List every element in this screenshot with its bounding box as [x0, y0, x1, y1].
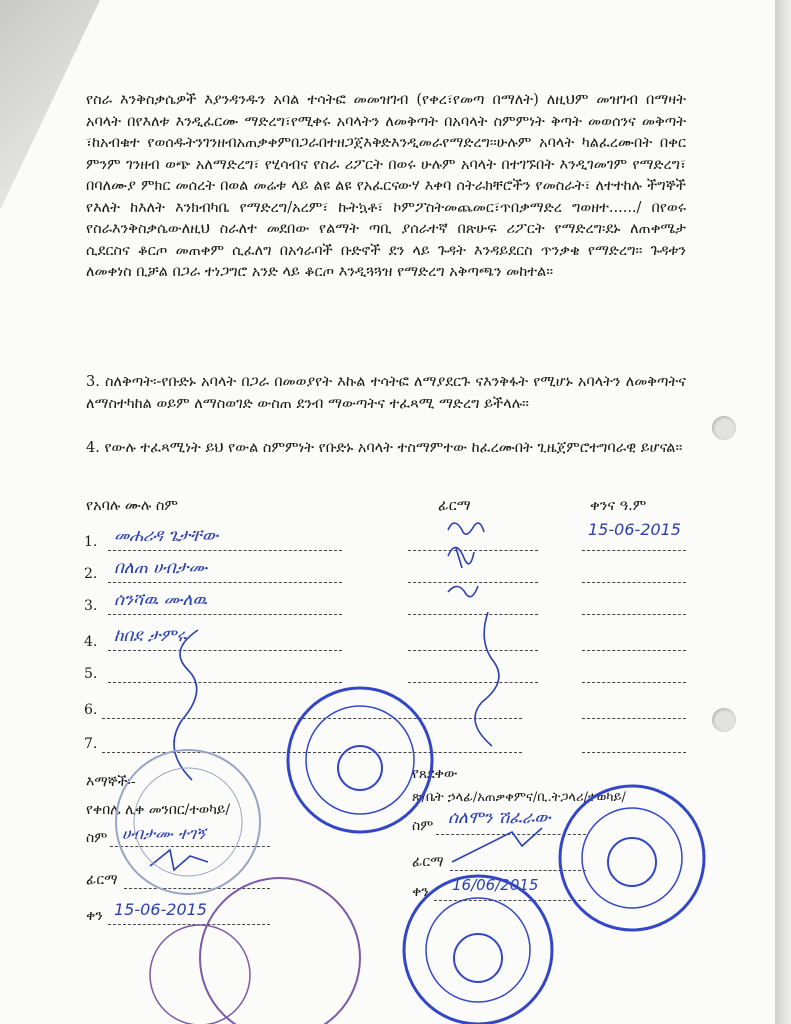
member-name-handwritten: ከበደ ታምሩ [114, 626, 187, 646]
signature-row3 [448, 586, 478, 597]
member-name-handwritten: በለጠ ሀብታሙ [114, 558, 208, 578]
member-name-handwritten: መሐሪዳ ጌታቸው [114, 526, 219, 546]
witness-date-label: ቀን [86, 908, 103, 924]
approver-sign-label: ፊርማ [412, 854, 444, 870]
row-number: 7. [84, 736, 98, 752]
member-name-handwritten: ሰንሻዉ ሙለዉ [114, 590, 208, 610]
witness-name-label: ስም [86, 830, 108, 846]
signature-tail-left [174, 630, 198, 780]
stamp-right [560, 786, 704, 930]
row-number: 6. [84, 702, 98, 718]
witness-sign-label: ፊርማ [86, 872, 118, 888]
stamp-left-faded [116, 750, 260, 894]
signature-row1 [448, 523, 484, 534]
approver-name-handwritten: ሰለሞን ሽፈራው [448, 808, 551, 828]
approver-date-handwritten: 16/06/2015 [452, 876, 539, 894]
signature-tail-mid [475, 612, 499, 746]
office-head-label: ጽ/ቤት ኃላፊ/አጠቃቀምና/ቢ.ትጋላሪ/ተወካይ/ [412, 790, 626, 805]
header-member-name: የአባሉ ሙሉ ስም [86, 498, 178, 514]
row-number: 5. [84, 666, 98, 682]
approver-signature [452, 828, 542, 862]
stamp-bottom-left [150, 878, 360, 1024]
row-number: 4. [84, 634, 98, 650]
witness-name-handwritten: ሀብታሙ ተገኝ [122, 824, 206, 843]
paragraph-penalty: 3. ስለቅጣት፡-የቡድኑ አባላት በጋራ በመወያየት እኩል ተሳትፎ ለማያደርጉ ናእንቅፋት የሚሆኑ አባላትን ለመቅጣትና ለማስተካከል ወይም ለማስወገድ ውስጠ ደንብ ማውጣትና ተፈጻሚ ማድረግ ይችላሉ፡፡ [86, 374, 686, 412]
member-date-handwritten: 15-06-2015 [588, 520, 681, 539]
header-signature: ፊርማ [438, 498, 471, 514]
approver-date-label: ቀን [412, 884, 429, 900]
witnesses-label: እማኞች፡- [86, 774, 136, 790]
kebele-chair-label: የቀበሌ ሊቀ መንበር/ተወካይ/ [86, 802, 231, 818]
stamp-bottom-right [404, 876, 552, 1024]
header-date: ቀንና ዓ.ም [590, 498, 647, 514]
row-number: 2. [84, 566, 98, 582]
approved-label: የጸደቀው [412, 766, 458, 782]
paragraph-validity: 4. የውሉ ተፈጻሚነት ይህ የውል ስምምነት የቡድኑ አባላት ተስማምተው ከፈረሙበት ጊዜጀምሮተግባራዊ ይሆናል፡፡ [86, 440, 683, 456]
row-number: 1. [84, 534, 98, 550]
row-number: 3. [84, 598, 98, 614]
stamp-center [288, 688, 432, 832]
approver-name-label: ስም [412, 818, 434, 834]
paragraph-responsibilities: የስራ እንቅስቃሴዎች እያንዳንዱን አባል ተሳትፎ መመዝገብ (የቀረ፣የመጣ በማለት) ለዚህም መዝገብ በማዛት አባላት በየእለቱ እንዲፈርሙ ማድረግ፣የሚቀሩ አባላትን ለመቅጣት በአባላት ስምምነት ቅጣት መወሰንና መቅጣት ፣ከአብቁተ የወሰዱትንገንዘብአጠቃቀምበጋራበተዘጋጀእቅድእንዲመራየማድረግ፡፡ሁሉም አባላት ካልፈረሙበት በቀር ምንም ገንዘብ ወጭ አለማድረግ፣ የሂሳብና የስራ ሪፖርት በወሩ ሁሉም አባላት በተገኙበት እንዲገመገም የማድረግ፣ በባለሙያ ምክር መሰረት በወል መሬቱ ላይ ልዩ ልዩ የአፈርናውሃ እቀባ ሰትራክቸሮችን የመስራት፣ ለተተከሉ ችግኞች የእለት ከእለት እንክብካቤ የማድረግ/አረም፣ ኩትኳቶ፣ ኮምፖስትመጨመር፣ጥበቃማድረ ግወዘተ....../ በየወሩ የስራእንቅስቃሴውለዚህ ስራለተ መደበው የልማት ጣቢ ያሰራተኛ በጽሁፍ ሪፖርት የማድረግ፡ደኑ ለጠቀሜታ ሲደርስና ቆርጦ መጠቀም ሲፈለግ በአጎራባች ቡድኖች ደን ላይ ጉዳት እንዳይደርስ ጥንቃቄ የማድረግ፡፡ ጉዳቱን ለመቀነስ ቢቻል በጋራ ተነጋግሮ አንድ ላይ ቆርጦ እንዲጓጓዝ የማድረግ አቅጣጫን መከተል፡፡ [86, 92, 686, 280]
witness-date-handwritten: 15-06-2015 [114, 900, 207, 919]
signature-row2 [448, 547, 474, 568]
